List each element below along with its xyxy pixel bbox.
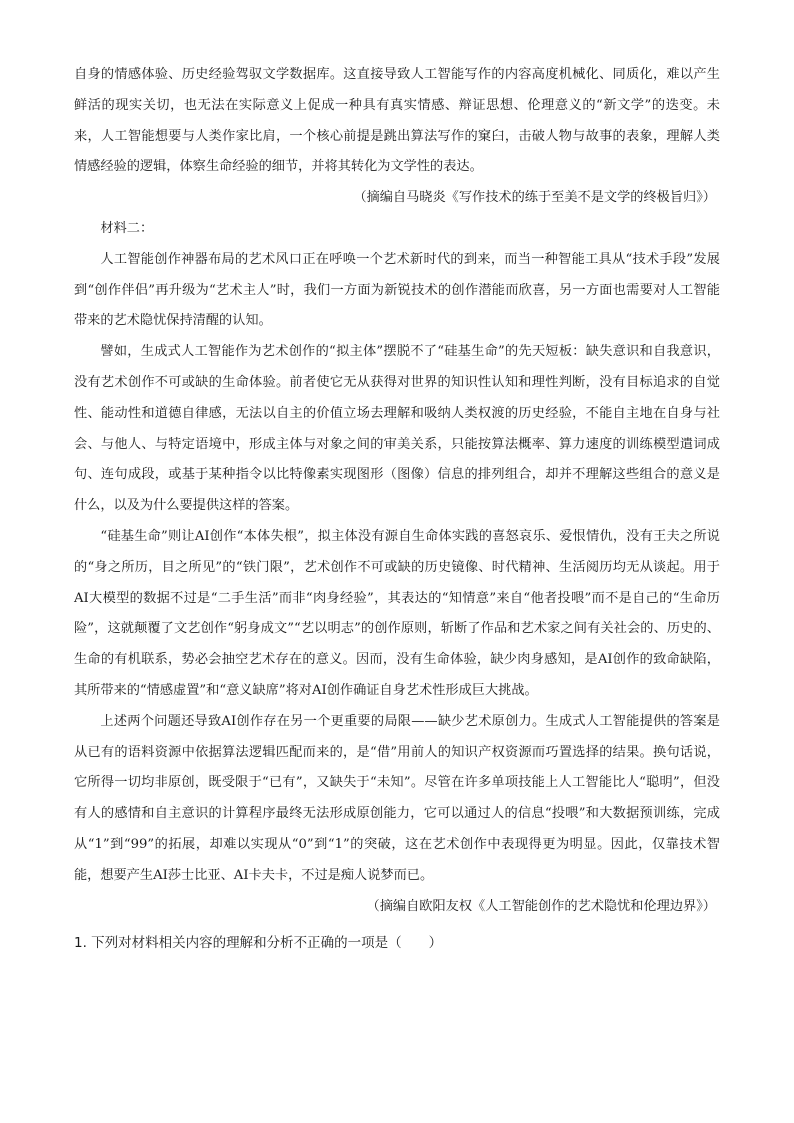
document-page — [74, 60, 720, 958]
material-two-paragraph: 上述两个问题还导致AI创作存在另一个更重要的局限——缺少艺术原创力。生成式人工智能提供的答案是从已有的语料资源中依据算法逻辑匹配而来的，是“借”用前人的知识产权资源而巧置选择的结果。换句话说，它所得一切均非原创，既受限于“已有”，又缺失于“未知”。尽管在许多单项技能上人工智能比人“聪明”，但没有人的感情和自主意识的计算程序最终无法形成原创能力，它可以通过人的信息“投喂”和大数据预训练，完成从“1”到“99”的拓展，却难以实现从“0”到“1”的突破，这在艺术创作中表现得更为明显。因此，仅靠技术智能，想要产生AI莎士比亚、AI卡夫卡，不过是痴人说梦而已。 — [74, 713, 720, 883]
material-two-paragraph: “硅基生命”则让AI创作“本体失根”，拟主体没有源自生命体实践的喜怒哀乐、爱恨情仇，没有王夫之所说的“身之所历，目之所见”的“铁门限”，艺术创作不可或缺的历史镜像、时代精神、生活阅历均无从谈起。用于AI大模型的数据不过是“二手生活”而非“肉身经验”，其表达的“知情意”来自“他者投喂”而不是自己的“生命历险”，这就颠覆了文艺创作“躬身成文”“艺以明志”的创作原则，斩断了作品和艺术家之间有关社会的、历史的、生命的有机联系，势必会抽空艺术存在的意义。因而，没有生命体验，缺少肉身感知，是AI创作的致命缺陷，其所带来的“情感虚置”和“意义缺席”将对AI创作确证自身艺术性形成巨大挑战。 — [74, 528, 720, 698]
material-two-paragraph: 譬如，生成式人工智能作为艺术创作的“拟主体”摆脱不了“硅基生命”的先天短板：缺失意识和自我意识，没有艺术创作不可或缺的生命体验。前者使它无从获得对世界的知识性认知和理性判断，没有目标追求的自觉性、能动性和道德自律感，无法以自主的价值立场去理解和吸纳人类权渡的历史经验，不能自主地在自身与社会、与他人、与特定语境中，形成主体与对象之间的审美关系，只能按算法概率、算力速度的训练模型遣词成句、连句成段，或基于某种指令以比特像素实现图形（图像）信息的排列组合，却并不理解这些组合的意义是什么，以及为什么要提供这样的答案。 — [74, 344, 720, 514]
material-two-source: （摘编自欧阳友权《人工智能创作的艺术隐忧和伦理边界》） — [366, 898, 716, 914]
material-one-paragraph-tail: 自身的情感体验、历史经验驾驭文学数据库。这直接导致人工智能写作的内容高度机械化、同质化，难以产生鲜活的现实关切，也无法在实际意义上促成一种具有真实情感、辩证思想、伦理意义的“新文学”的迭变。未来，人工智能想要与人类作家比肩，一个核心前提是跳出算法写作的窠臼，击破人物与故事的表象，理解人类情感经验的逻辑，体察生命经验的细节，并将其转化为文学性的表达。 — [74, 67, 720, 175]
material-one-source: （摘编自马晓炎《写作技术的练于至美不是文学的终极旨归》） — [353, 190, 716, 206]
question-stem: 1. 下列对材料相关内容的理解和分析不正确的一项是（ ） — [74, 935, 443, 952]
material-two-heading: 材料二： — [100, 220, 154, 236]
material-two-paragraph: 人工智能创作神器布局的艺术风口正在呼唤一个艺术新时代的到来，而当一种智能工具从“技术手段”发展到“创作伴侣”再升级为“艺术主人”时，我们一方面为新锐技术的创作潜能而欣喜，另一方面也需要对人工智能带来的艺术隐忧保持清醒的认知。 — [74, 251, 720, 329]
